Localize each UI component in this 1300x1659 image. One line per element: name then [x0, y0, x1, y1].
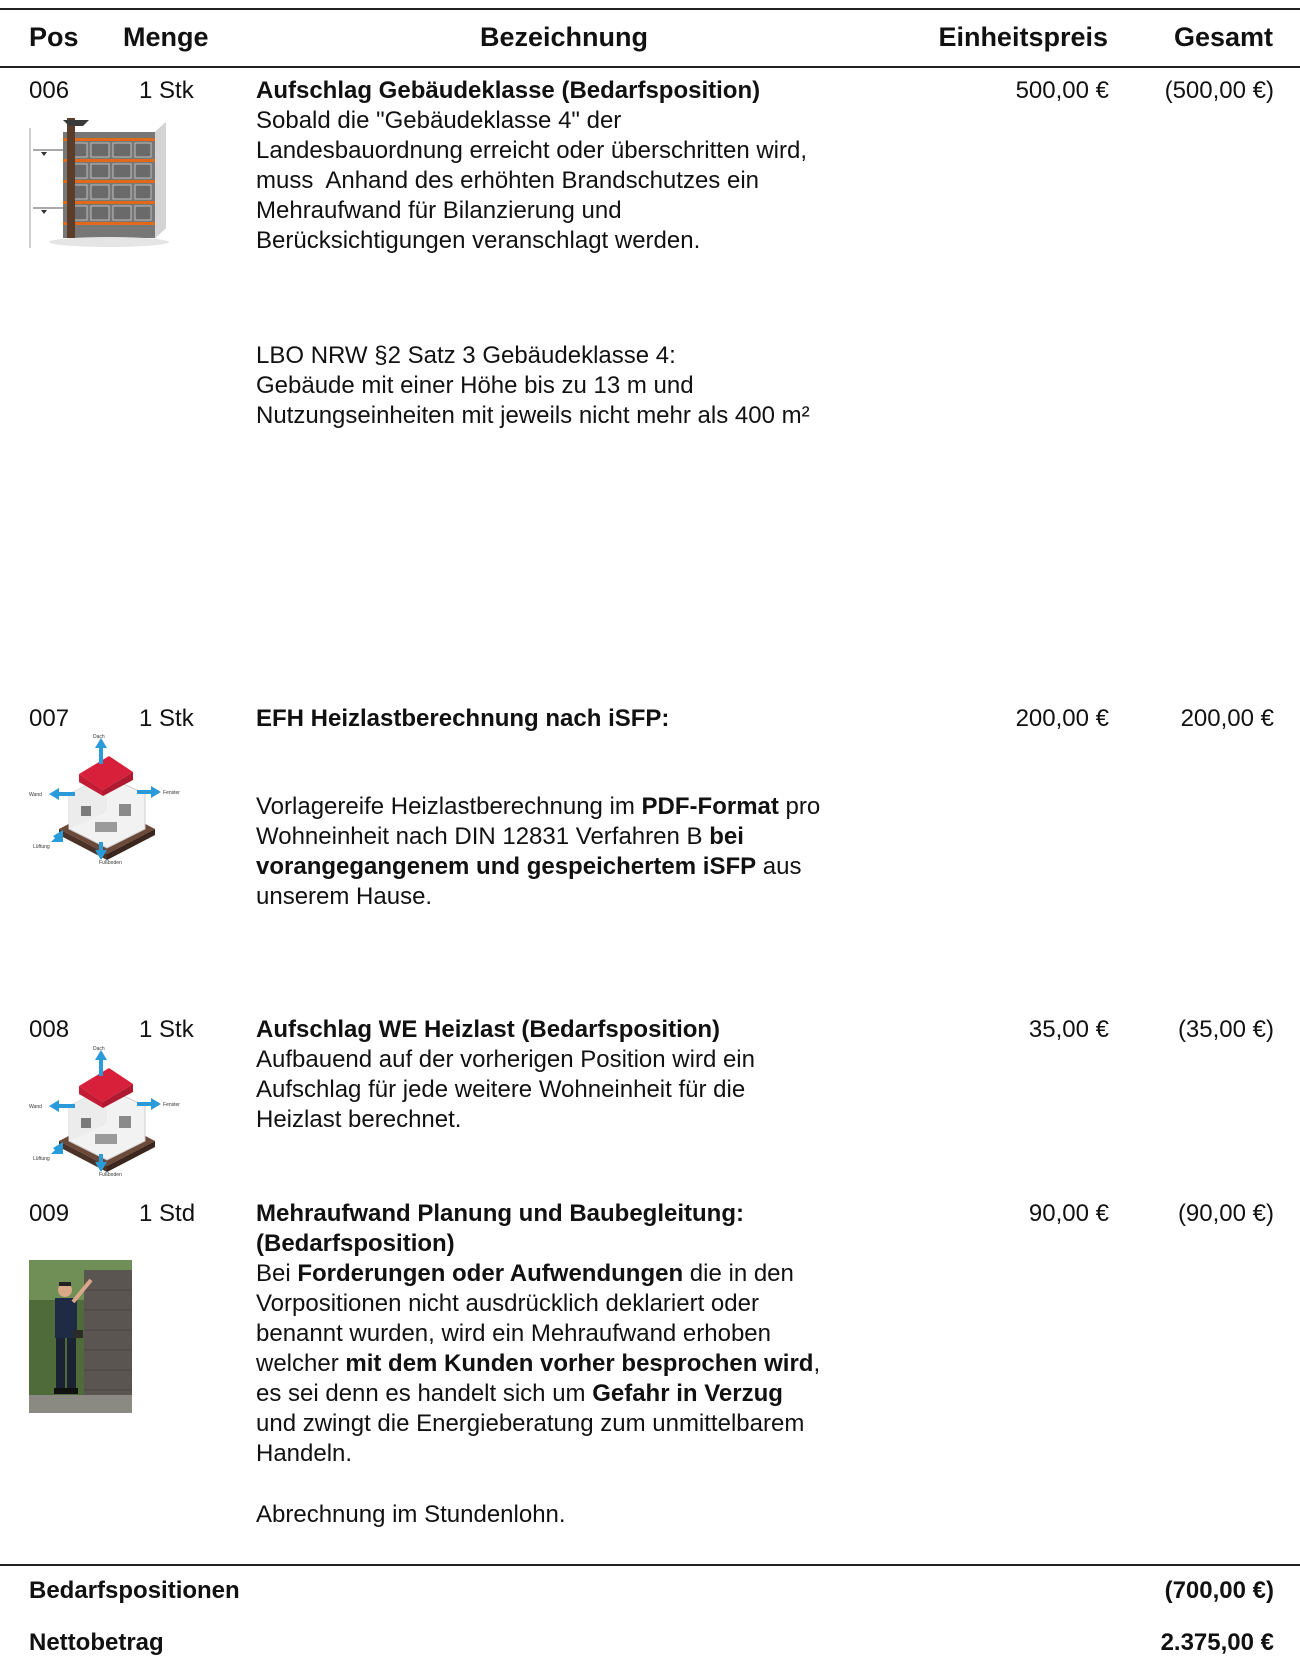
- top-rule: [0, 8, 1300, 10]
- label-fenster: Fenster: [163, 1102, 180, 1108]
- text-segment: Wohneinheit nach DIN 12831 Verfahren B: [256, 823, 710, 850]
- text-segment: Vorpositionen nicht ausdrücklich deklariert oder: [256, 1290, 759, 1317]
- description-line: Mehraufwand für Bilanzierung und: [256, 197, 622, 224]
- row-pos: 006: [29, 77, 70, 104]
- row-body: [256, 792, 820, 912]
- text-segment: benannt wurden, wird ein Mehraufwand erhoben: [256, 1320, 772, 1347]
- text-emphasis: Gefahr in Verzug: [592, 1380, 783, 1407]
- text-segment: welcher: [256, 1350, 346, 1377]
- building-floors-icon: [29, 116, 169, 250]
- row-total: (90,00 €): [1177, 1200, 1274, 1227]
- header-einheitspreis: Einheitspreis: [938, 22, 1108, 52]
- row-unit-price: 90,00 €: [1028, 1200, 1109, 1227]
- summary-rule: [0, 1564, 1300, 1566]
- netto-label: Nettobetrag: [29, 1629, 164, 1656]
- text-segment: es sei denn es handelt sich um: [256, 1380, 593, 1407]
- row-note: [256, 341, 810, 431]
- description-line: Aufschlag für jede weitere Wohneinheit für die: [256, 1076, 746, 1103]
- row-menge: 1 Std: [139, 1200, 196, 1227]
- label-dach: Dach: [93, 1046, 105, 1052]
- bedarf-value: (700,00 €): [1164, 1577, 1274, 1604]
- row-footnote: [256, 1500, 566, 1530]
- note-line: Nutzungseinheiten mit jeweils nicht mehr als 400 m²: [256, 402, 810, 429]
- text-emphasis: mit dem Kunden vorher besprochen wird: [345, 1350, 814, 1377]
- description-line: Landesbauordnung erreicht oder überschritten wird,: [256, 137, 808, 164]
- header-menge: Menge: [123, 22, 209, 52]
- row-pos: 007: [29, 705, 70, 732]
- house-heat-loss-icon: [29, 1046, 184, 1176]
- row-title: Aufschlag WE Heizlast (Bedarfsposition): [256, 1016, 721, 1043]
- header-bezeichnung: Bezeichnung: [480, 22, 649, 52]
- description-line: Heizlast berechnet.: [256, 1106, 462, 1133]
- row-title-2: (Bedarfsposition): [256, 1230, 455, 1257]
- description-line: muss Anhand des erhöhten Brandschutzes ein: [256, 167, 759, 194]
- row-title: Mehraufwand Planung und Baubegleitung:: [256, 1200, 744, 1227]
- text-segment: ,: [813, 1350, 821, 1377]
- text-segment: und zwingt die Energieberatung zum unmittelbarem: [256, 1410, 805, 1437]
- header-rule: [0, 66, 1300, 68]
- text-segment: Abrechnung im Stundenlohn.: [256, 1501, 566, 1528]
- label-lueftung: Lüftung: [33, 844, 50, 850]
- consultant-photo: [29, 1260, 132, 1413]
- description-line: Berücksichtigungen veranschlagt werden.: [256, 227, 701, 254]
- row-unit-price: 35,00 €: [1028, 1016, 1109, 1043]
- row-total: (500,00 €): [1164, 77, 1274, 104]
- header-pos: Pos: [29, 22, 79, 52]
- row-description: [256, 76, 807, 256]
- text-segment: Bei: [256, 1260, 298, 1287]
- text-segment: aus: [756, 853, 802, 880]
- description-line: Sobald die "Gebäudeklasse 4" der: [256, 107, 622, 134]
- row-total: (35,00 €): [1177, 1016, 1274, 1043]
- text-emphasis: vorangegangenem und gespeichertem iSFP: [256, 853, 757, 880]
- row-description: [256, 1015, 755, 1135]
- label-fenster: Fenster: [163, 790, 180, 796]
- text-segment: Handeln.: [256, 1440, 353, 1467]
- text-segment: unserem Hause.: [256, 883, 433, 910]
- label-dach: Dach: [93, 734, 105, 740]
- bedarf-label: Bedarfspositionen: [29, 1577, 240, 1604]
- text-emphasis: Forderungen oder Aufwendungen: [297, 1260, 684, 1287]
- text-segment: pro: [778, 793, 821, 820]
- label-wand: Wand: [29, 792, 42, 798]
- description-line: Aufbauend auf der vorherigen Position wird ein: [256, 1046, 755, 1073]
- house-heat-loss-icon: [29, 734, 184, 864]
- row-menge: 1 Stk: [139, 1016, 194, 1043]
- row-pos: 009: [29, 1200, 70, 1227]
- row-menge: 1 Stk: [139, 77, 194, 104]
- text-emphasis: PDF-Format: [641, 793, 779, 820]
- note-line: LBO NRW §2 Satz 3 Gebäudeklasse 4:: [256, 342, 676, 369]
- row-description: [256, 704, 669, 734]
- row-menge: 1 Stk: [139, 705, 194, 732]
- text-segment: die in den: [683, 1260, 794, 1287]
- text-emphasis: bei: [709, 823, 744, 850]
- netto-value: 2.375,00 €: [1160, 1629, 1274, 1656]
- label-fussboden: Fußboden: [99, 1172, 122, 1176]
- row-description: [256, 1199, 820, 1469]
- row-title: EFH Heizlastberechnung nach iSFP:: [256, 705, 670, 732]
- row-pos: 008: [29, 1016, 70, 1043]
- row-unit-price: 200,00 €: [1015, 705, 1109, 732]
- label-lueftung: Lüftung: [33, 1156, 50, 1162]
- row-unit-price: 500,00 €: [1015, 77, 1109, 104]
- label-fussboden: Fußboden: [99, 860, 122, 864]
- note-line: Gebäude mit einer Höhe bis zu 13 m und: [256, 372, 694, 399]
- row-title: Aufschlag Gebäudeklasse (Bedarfsposition): [256, 77, 761, 104]
- header-gesamt: Gesamt: [1173, 22, 1273, 52]
- row-total: 200,00 €: [1180, 705, 1274, 732]
- label-wand: Wand: [29, 1104, 42, 1110]
- text-segment: Vorlagereife Heizlastberechnung im: [256, 793, 642, 820]
